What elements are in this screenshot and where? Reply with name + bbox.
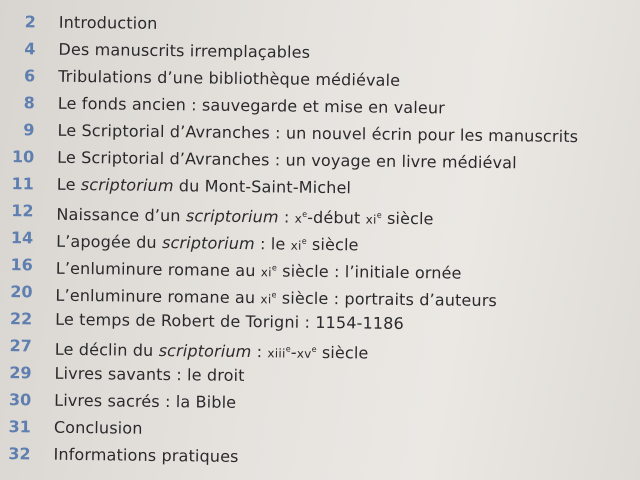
toc-page-number: 10 [11, 147, 35, 167]
toc-page-number: 8 [23, 93, 35, 113]
toc-entry-title: Informations pratiques [53, 444, 239, 466]
toc-entry-title: L’apogée du scriptorium : le $xi^e$ siècle [56, 231, 359, 255]
toc-page-number: 29 [9, 363, 32, 383]
toc-page-number: 2 [24, 12, 36, 32]
toc-page-number: 14 [10, 228, 34, 248]
toc-entry-title: Le déclin du scriptorium : $xiii^e-xv^e$ siècle [54, 339, 369, 363]
toc-page-number: 20 [10, 282, 33, 302]
toc-page-number: 9 [23, 120, 35, 140]
toc-page-number: 32 [8, 444, 31, 464]
toc-entry-title: Le scriptorium du Mont-Saint-Michel [56, 174, 352, 198]
toc-entry-title: Le fonds ancien : sauvegarde et mise en valeur [57, 93, 446, 118]
toc-page-number: 31 [8, 417, 32, 437]
toc-entry-title: Tribulations d’une bibliothèque médiévale [58, 66, 401, 90]
toc-entry-title: Conclusion [53, 417, 143, 438]
toc-page-number: 12 [11, 201, 34, 221]
toc-entry-title: Le Scriptorial d’Avranches : un voyage en livre médiéval [57, 147, 517, 173]
toc-entry-title: L’enluminure romane au $xi^e$ siècle : l’initiale ornée [55, 258, 462, 283]
toc-page-number: 11 [11, 174, 34, 194]
toc-page-number: 27 [9, 336, 32, 356]
toc-page-number: 30 [8, 390, 32, 410]
toc-entry-title: Des manuscrits irremplaçables [58, 39, 311, 62]
toc-entry-title: Le Scriptorial d’Avranches : un nouvel écrin pour les manuscrits [57, 120, 579, 147]
toc-entry-title: Naissance d’un scriptorium : $x^e$-début $xi^e$ siècle [56, 204, 434, 229]
toc-entry-title: Introduction [58, 12, 158, 33]
table-of-contents [0, 8, 640, 475]
toc-entry-title: L’enluminure romane au $xi^e$ siècle : portraits d’auteurs [55, 285, 498, 311]
toc-page-number: 22 [9, 309, 33, 329]
toc-page-number: 6 [23, 66, 36, 86]
toc-entry-title: Le temps de Robert de Torigni : 1154-1186 [55, 309, 404, 333]
toc-page-number: 4 [24, 39, 36, 59]
toc-entry-title: Livres savants : le droit [54, 363, 245, 386]
toc-page-number: 16 [10, 255, 33, 275]
toc-entry-title: Livres sacrés : la Bible [54, 390, 237, 412]
